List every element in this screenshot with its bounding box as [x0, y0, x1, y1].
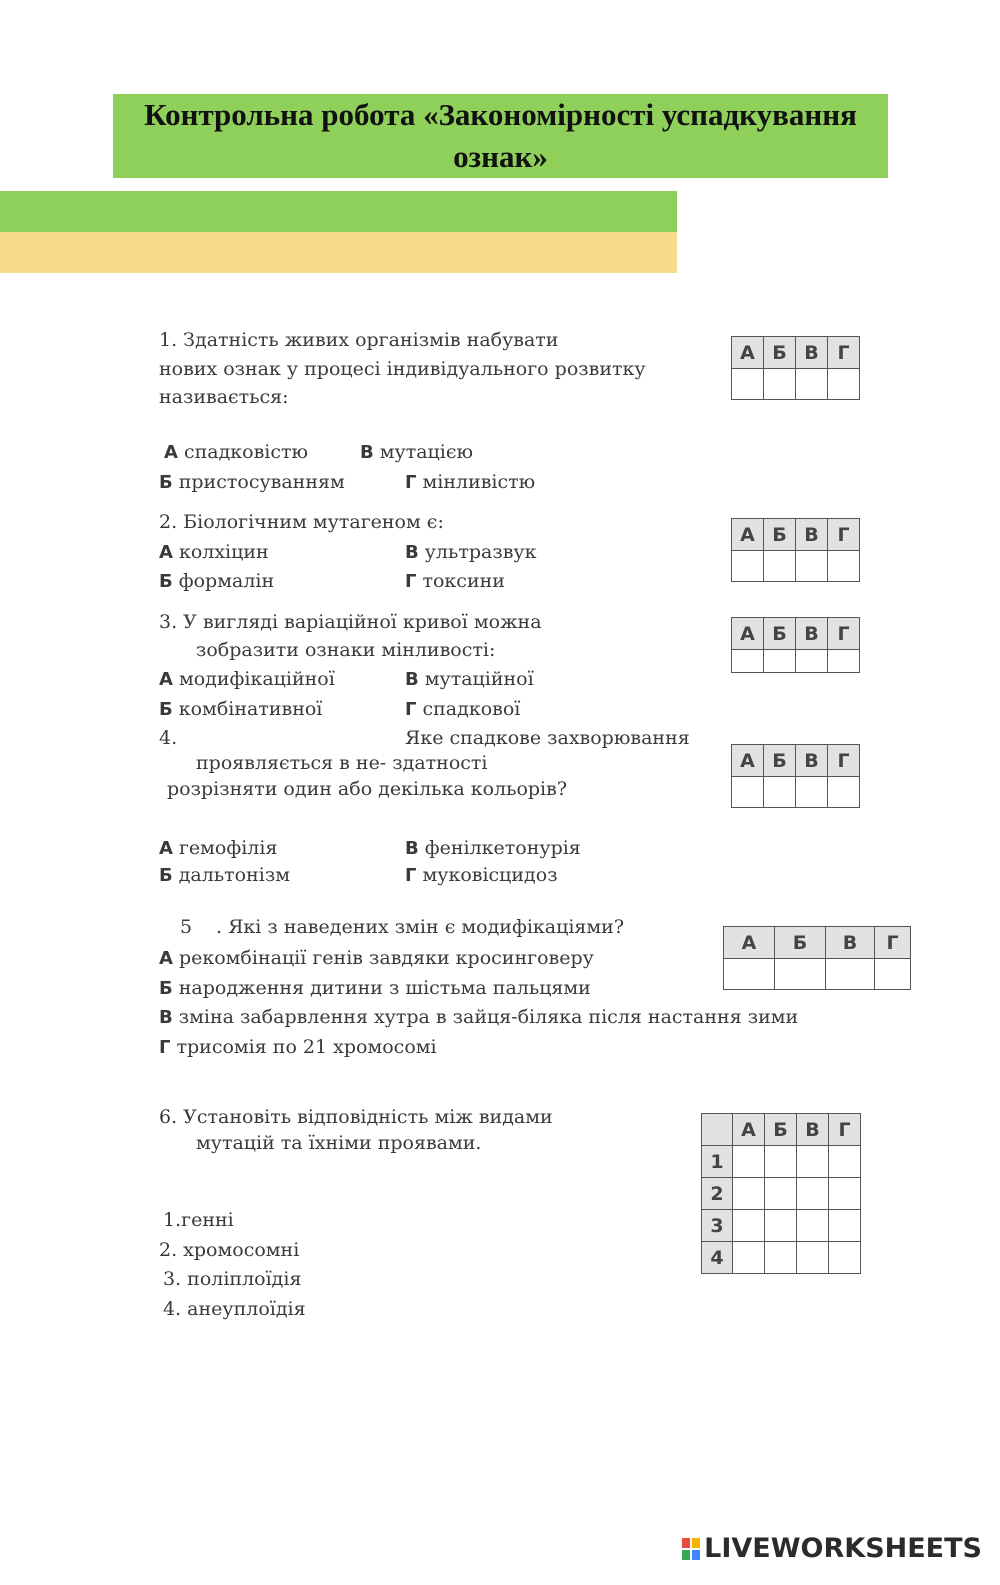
option-letter: Б: [159, 865, 173, 886]
option-letter: Г: [405, 571, 417, 592]
option-text: мутаційної: [424, 668, 534, 690]
q4-option-a: [159, 835, 277, 862]
option-letter: В: [405, 542, 419, 563]
q5-line1: . Які з наведених змін є модифікаціями?: [216, 916, 625, 938]
answer-cell[interactable]: [724, 959, 775, 990]
q2-option-v: [405, 539, 536, 566]
answer-cell[interactable]: [797, 1146, 829, 1178]
answer-cell[interactable]: [733, 1146, 765, 1178]
liveworksheets-logo[interactable]: [682, 1533, 982, 1564]
grid-header: А: [733, 1114, 765, 1146]
answer-cell[interactable]: [764, 551, 796, 582]
q2-line1: 2. Біологічним мутагеном є:: [159, 511, 444, 533]
option-text: комбінативної: [178, 698, 323, 720]
option-letter: Г: [405, 865, 417, 886]
answer-cell[interactable]: [828, 777, 860, 808]
grid-header: А: [732, 745, 764, 777]
grid-header: Г: [828, 519, 860, 551]
answer-cell[interactable]: [765, 1146, 797, 1178]
grid-header: В: [826, 927, 875, 959]
option-letter: В: [159, 1007, 173, 1028]
answer-cell[interactable]: [797, 1178, 829, 1210]
logo-text: LIVEWORKSHEETS: [704, 1533, 982, 1564]
answer-cell[interactable]: [829, 1178, 861, 1210]
grid-header: Б: [764, 618, 796, 650]
option-text: гемофілія: [178, 837, 278, 859]
q6-item-2: 2. хромосомні: [159, 1239, 300, 1261]
grid-header: Б: [764, 745, 796, 777]
grid-header: В: [796, 519, 828, 551]
answer-cell[interactable]: [775, 959, 826, 990]
answer-cell[interactable]: [796, 650, 828, 673]
q4-line1: Яке спадкове захворювання: [405, 727, 690, 749]
q5-answer-grid: [723, 926, 911, 990]
answer-cell[interactable]: [733, 1178, 765, 1210]
option-letter: А: [164, 442, 178, 463]
q4-answer-grid: [731, 744, 860, 808]
grid-header: В: [797, 1114, 829, 1146]
answer-cell[interactable]: [732, 650, 764, 673]
answer-cell[interactable]: [875, 959, 911, 990]
q4-number: 4.: [159, 727, 178, 749]
option-letter: Г: [405, 472, 417, 493]
q1-line3: називається:: [159, 386, 289, 408]
option-letter: Г: [159, 1037, 171, 1058]
option-text: рекомбінації генів завдяки кросинговеру: [178, 947, 594, 969]
grid-header: Б: [764, 337, 796, 369]
option-letter: Б: [159, 978, 173, 999]
grid-corner: [702, 1114, 733, 1146]
q2-option-a: [159, 539, 269, 566]
grid-header: А: [732, 618, 764, 650]
q1-line1: 1. Здатність живих організмів набувати: [159, 329, 559, 351]
grid-header: Г: [828, 745, 860, 777]
option-text: формалін: [178, 570, 275, 592]
option-letter: А: [159, 669, 173, 690]
q1-line2: нових ознак у процесі індивідуального розвитку: [159, 358, 646, 380]
q1-option-v: [360, 439, 473, 466]
q1-answer-grid: [731, 336, 860, 400]
liveworksheets-logo-icon: [682, 1538, 700, 1560]
q3-option-v: [405, 666, 534, 693]
option-letter: В: [405, 669, 419, 690]
yellow-band: [0, 232, 677, 273]
answer-cell[interactable]: [732, 777, 764, 808]
option-letter: В: [360, 442, 374, 463]
grid-header: В: [796, 337, 828, 369]
row-label: 1: [702, 1146, 733, 1178]
q4-option-b: [159, 862, 290, 889]
answer-cell[interactable]: [732, 551, 764, 582]
page-title: Контрольна робота «Закономірності успадкування ознак»: [144, 97, 857, 174]
option-text: токсини: [422, 570, 505, 592]
q4-line2: проявляється в не- здатності: [196, 752, 488, 774]
q6-item-4: 4. анеуплоїдія: [163, 1298, 306, 1320]
grid-header: А: [732, 519, 764, 551]
q6-item-1: 1.генні: [163, 1209, 234, 1231]
grid-header: В: [796, 745, 828, 777]
q5-option-g: [159, 1034, 437, 1061]
option-text: трисомія по 21 хромосомі: [176, 1036, 437, 1058]
answer-cell[interactable]: [829, 1210, 861, 1242]
q5-option-a: [159, 945, 594, 972]
row-label: 4: [702, 1242, 733, 1274]
answer-cell[interactable]: [732, 369, 764, 400]
q6-line1: 6. Установіть відповідність між видами: [159, 1106, 553, 1128]
answer-cell[interactable]: [764, 777, 796, 808]
option-text: ультразвук: [424, 541, 537, 563]
q2-option-b: [159, 568, 274, 595]
answer-cell[interactable]: [765, 1210, 797, 1242]
q4-option-g: [405, 862, 558, 889]
q3-line1: 3. У вигляді варіаційної кривої можна: [159, 611, 542, 633]
option-letter: Б: [159, 699, 173, 720]
option-letter: А: [159, 838, 173, 859]
option-letter: Б: [159, 571, 173, 592]
option-text: колхіцин: [178, 541, 269, 563]
q6-item-3: 3. поліплоїдія: [163, 1268, 302, 1290]
option-letter: Б: [159, 472, 173, 493]
q4-option-v: [405, 835, 581, 862]
option-text: мутацією: [379, 441, 474, 463]
answer-cell[interactable]: [828, 650, 860, 673]
answer-cell[interactable]: [797, 1242, 829, 1274]
row-label: 3: [702, 1210, 733, 1242]
option-text: муковісцидоз: [422, 864, 558, 886]
option-text: спадковістю: [183, 441, 309, 463]
option-text: дальтонізм: [178, 864, 291, 886]
q1-option-b: [159, 469, 345, 496]
q4-line3: розрізняти один або декілька кольорів?: [167, 778, 568, 800]
q3-option-b: [159, 696, 322, 723]
option-text: народження дитини з шістьма пальцями: [178, 977, 591, 999]
grid-header: Г: [829, 1114, 861, 1146]
option-text: спадкової: [422, 698, 521, 720]
answer-cell[interactable]: [764, 369, 796, 400]
q3-option-a: [159, 666, 335, 693]
option-text: мінливістю: [422, 471, 536, 493]
option-text: фенілкетонурія: [424, 837, 581, 859]
answer-cell[interactable]: [796, 551, 828, 582]
answer-cell[interactable]: [829, 1146, 861, 1178]
q6-matching-grid: [701, 1113, 861, 1274]
option-letter: А: [159, 542, 173, 563]
q2-answer-grid: [731, 518, 860, 582]
option-text: модифікаційної: [178, 668, 335, 690]
q5-number: 5: [180, 916, 193, 938]
q1-option-a: [164, 439, 308, 466]
option-text: зміна забарвлення хутра в зайця-біляка після настання зими: [178, 1006, 799, 1028]
title-banner: [113, 94, 888, 178]
option-letter: А: [159, 948, 173, 969]
row-label: 2: [702, 1178, 733, 1210]
grid-header: Г: [875, 927, 911, 959]
q3-line2: зобразити ознаки мінливості:: [196, 639, 496, 661]
option-text: пристосуванням: [178, 471, 345, 493]
answer-cell[interactable]: [796, 369, 828, 400]
q5-option-b: [159, 975, 591, 1002]
answer-cell[interactable]: [828, 551, 860, 582]
grid-header: А: [724, 927, 775, 959]
answer-cell[interactable]: [733, 1242, 765, 1274]
q3-answer-grid: [731, 617, 860, 673]
grid-header: Б: [775, 927, 826, 959]
answer-cell[interactable]: [765, 1178, 797, 1210]
grid-header: Б: [765, 1114, 797, 1146]
answer-cell[interactable]: [828, 369, 860, 400]
q3-option-g: [405, 696, 520, 723]
grid-header: Г: [828, 618, 860, 650]
q1-option-g: [405, 469, 535, 496]
answer-cell[interactable]: [829, 1242, 861, 1274]
answer-cell[interactable]: [764, 650, 796, 673]
answer-cell[interactable]: [796, 777, 828, 808]
option-letter: Г: [405, 699, 417, 720]
q6-line2: мутацій та їхніми проявами.: [196, 1132, 482, 1154]
answer-cell[interactable]: [826, 959, 875, 990]
green-band: [0, 191, 677, 232]
answer-cell[interactable]: [733, 1210, 765, 1242]
grid-header: А: [732, 337, 764, 369]
grid-header: В: [796, 618, 828, 650]
option-letter: В: [405, 838, 419, 859]
q5-option-v: [159, 1004, 798, 1031]
answer-cell[interactable]: [797, 1210, 829, 1242]
q2-option-g: [405, 568, 505, 595]
grid-header: Г: [828, 337, 860, 369]
grid-header: Б: [764, 519, 796, 551]
answer-cell[interactable]: [765, 1242, 797, 1274]
